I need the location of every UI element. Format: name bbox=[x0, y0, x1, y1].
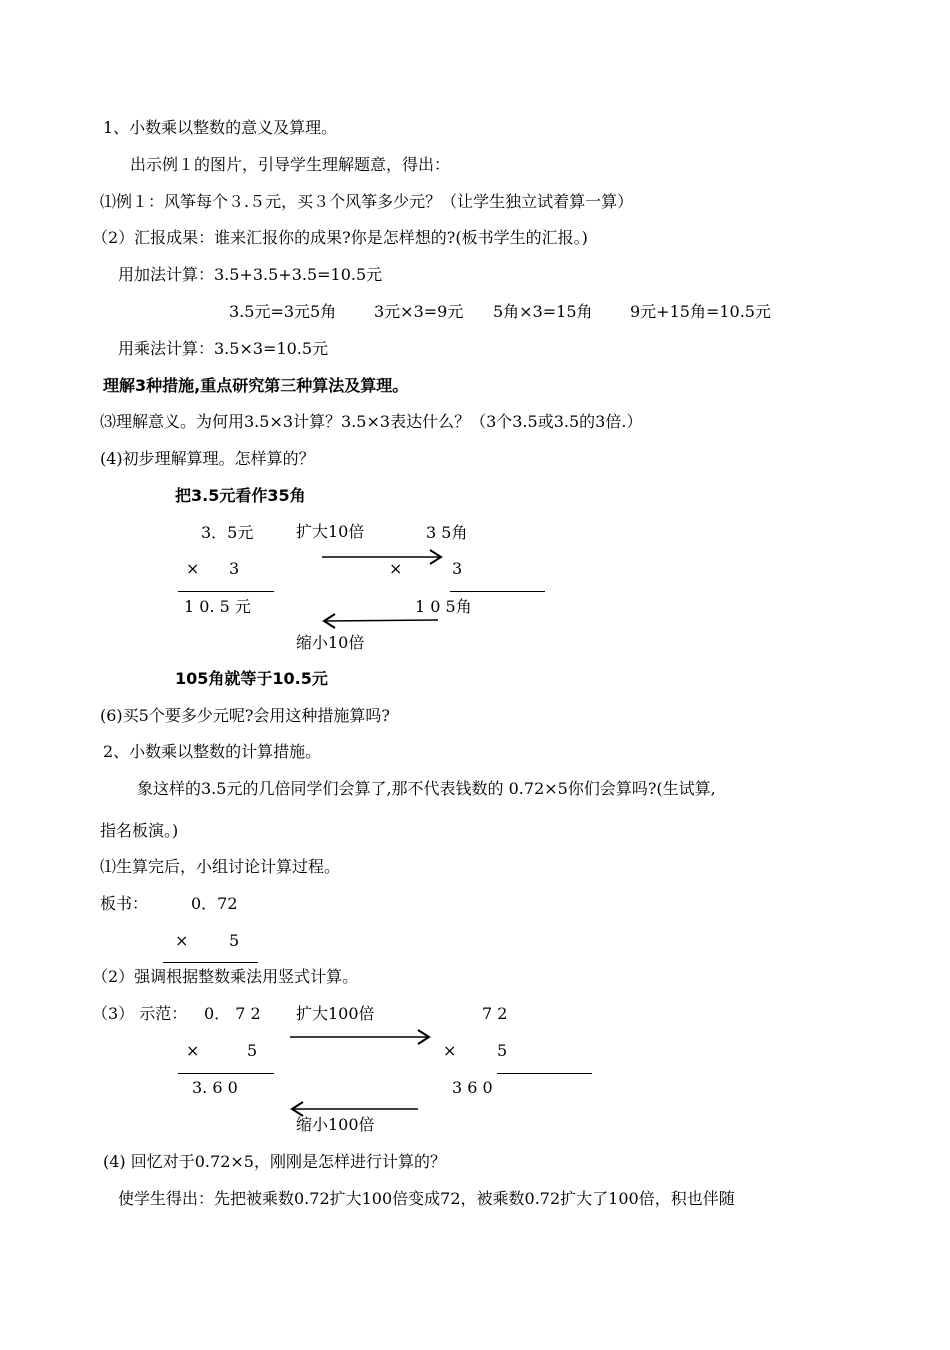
calc1-right-result: 1 0 5角 bbox=[415, 597, 472, 616]
calc1-left-top: 3．5元 bbox=[201, 523, 254, 542]
addition-step-3: 5角×3=15角 bbox=[493, 302, 593, 321]
calc1-left-mul: 3 bbox=[229, 559, 240, 578]
section1-item3: ⑶理解意义。为何用3.5×3计算？3.5×3表达什么？（3个3.5或3.5的3倍.） bbox=[100, 412, 643, 431]
calc1-right-mul-sign: × bbox=[389, 559, 403, 578]
bold-note: 理解3种措施,重点研究第三种算法及算理。 bbox=[103, 376, 409, 395]
calc1-left-line bbox=[178, 591, 274, 592]
addition-step-4: 9元+15角=10.5元 bbox=[630, 302, 771, 321]
section2-item3-label: （3） 示范： bbox=[92, 1004, 188, 1023]
section1-item2: （2）汇报成果：谁来汇报你的成果?你是怎样想的?(板书学生的汇报。) bbox=[92, 228, 588, 247]
calc1-left-mul-sign: × bbox=[186, 559, 200, 578]
calc2-right-line bbox=[497, 1073, 592, 1074]
calc1-right-mul: 3 bbox=[452, 559, 463, 578]
section2-intro-line2: 指名板演。) bbox=[100, 821, 179, 840]
calc2-left-line bbox=[178, 1073, 274, 1074]
calc2-left-top: 0． 7 2 bbox=[204, 1004, 261, 1023]
section2-item4: (4) 回忆对于0.72×5，刚刚是怎样进行计算的？ bbox=[103, 1152, 446, 1171]
section2-item2: （2）强调根据整数乘法用竖式计算。 bbox=[92, 967, 359, 986]
addition-method: 用加法计算：3.5+3.5+3.5=10.5元 bbox=[118, 265, 383, 284]
board-line bbox=[163, 962, 258, 963]
addition-step-2: 3元×3=9元 bbox=[374, 302, 464, 321]
section1-item4: (4)初步理解算理。怎样算的？ bbox=[100, 449, 315, 468]
calc1-expand-label: 扩大10倍 bbox=[296, 522, 365, 541]
calc1-right-top: 3 5角 bbox=[426, 523, 468, 542]
calc2-shrink-label: 缩小100倍 bbox=[296, 1115, 375, 1134]
calc2-right-top: 7 2 bbox=[482, 1004, 508, 1023]
section2-summary: 使学生得出：先把被乘数0.72扩大100倍变成72，被乘数0.72扩大了100倍，积也伴随 bbox=[118, 1189, 735, 1208]
section2-heading: 2、小数乘以整数的计算措施。 bbox=[103, 742, 322, 761]
bold-convert: 把3.5元看作35角 bbox=[175, 486, 306, 505]
calc2-right-mul-sign: × bbox=[443, 1041, 457, 1060]
calc1-shrink-label: 缩小10倍 bbox=[296, 633, 365, 652]
addition-step-1: 3.5元=3元5角 bbox=[229, 302, 337, 321]
board-label: 板书： bbox=[100, 894, 149, 913]
section1-heading: 1、小数乘以整数的意义及算理。 bbox=[103, 118, 338, 137]
shrink-arrow-icon bbox=[322, 612, 440, 630]
calc1-left-result: 1 0. 5 元 bbox=[184, 597, 251, 616]
calc2-left-result: 3. 6 0 bbox=[192, 1078, 238, 1097]
expand-arrow-2-icon bbox=[290, 1028, 434, 1046]
board-mul: 5 bbox=[229, 931, 240, 950]
calc2-left-mul: 5 bbox=[247, 1041, 258, 1060]
section1-intro: 出示例１的图片，引导学生理解题意，得出： bbox=[130, 155, 451, 174]
section2-item1: ⑴生算完后，小组讨论计算过程。 bbox=[100, 857, 341, 876]
calc1-right-line bbox=[450, 591, 545, 592]
expand-arrow-icon bbox=[322, 548, 446, 566]
calc2-right-result: 3 6 0 bbox=[452, 1078, 493, 1097]
calc2-left-mul-sign: × bbox=[186, 1041, 200, 1060]
section1-item1: ⑴例１：风筝每个３.５元，买３个风筝多少元？（让学生独立试着算一算） bbox=[100, 192, 634, 211]
board-top: 0．72 bbox=[191, 894, 238, 913]
board-mul-sign: × bbox=[175, 931, 189, 950]
section2-intro-line1: 象这样的3.5元的几倍同学们会算了,那不代表钱数的 0.72×5你们会算吗?(生试算, bbox=[137, 779, 716, 798]
section1-item6: (6)买5个要多少元呢?会用这种措施算吗? bbox=[100, 706, 391, 725]
calc2-expand-label: 扩大100倍 bbox=[296, 1004, 375, 1023]
bold-conclusion: 105角就等于10.5元 bbox=[175, 669, 328, 688]
calc2-right-mul: 5 bbox=[497, 1041, 508, 1060]
multiplication-method: 用乘法计算：3.5×3=10.5元 bbox=[118, 339, 329, 358]
